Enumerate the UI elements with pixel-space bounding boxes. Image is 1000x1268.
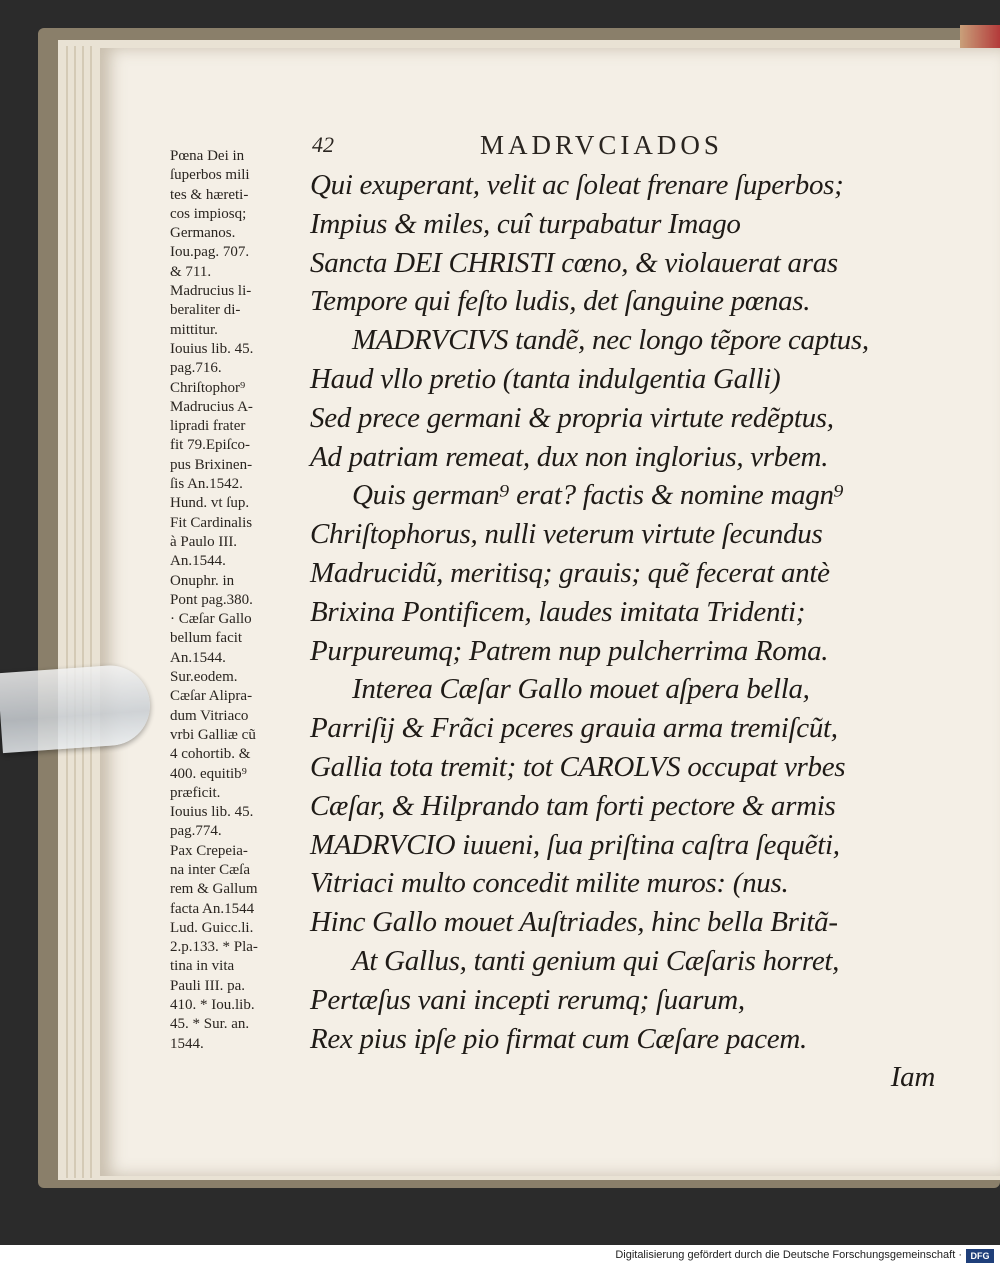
verse-line: Qui exuperant, velit ac ſoleat frenare ſuperbos; bbox=[310, 169, 844, 201]
verse-line: Ad patriam remeat, dux non inglorius, vrbem. bbox=[310, 440, 829, 473]
margin-note-line: pus Brixinen- bbox=[170, 456, 253, 473]
main-text bbox=[310, 166, 935, 1097]
margin-note-line: facta An.1544 bbox=[170, 900, 255, 917]
margin-note-line: Iouius lib. 45. bbox=[170, 804, 254, 821]
margin-note-line: An.1544. bbox=[170, 553, 226, 570]
margin-note-line: Pont pag.380. bbox=[170, 591, 253, 608]
dfg-logo: DFG bbox=[966, 1249, 994, 1263]
footer-bar bbox=[0, 1245, 1000, 1268]
page-number: 42 bbox=[312, 132, 334, 157]
margin-note-line: pag.716. bbox=[170, 360, 222, 377]
margin-note-line: lipradi frater bbox=[170, 418, 246, 435]
margin-note-line: & 711. bbox=[170, 263, 212, 280]
margin-note-line: ſuperbos mili bbox=[170, 167, 250, 184]
verse-line: Haud vllo pretio (tanta indulgentia Galli) bbox=[310, 362, 781, 395]
verse-line: Impius & miles, cuî turpabatur Imago bbox=[310, 207, 741, 240]
margin-note-line: 2.p.133. * Pla- bbox=[170, 939, 258, 956]
verse-line: Vitriaci multo concedit milite muros: (nus. bbox=[310, 867, 789, 900]
verse-line: Chriſtophorus, nulli veterum virtute ſecundus bbox=[310, 518, 823, 551]
page-edge bbox=[90, 46, 92, 1178]
page-header bbox=[312, 130, 932, 170]
verse-line: Gallia tota tremit; tot CAROLVS occupat vrbes bbox=[310, 750, 846, 783]
margin-note-line: · Cæſar Gallo bbox=[170, 611, 252, 628]
margin-note-line: rem & Gallum bbox=[170, 881, 258, 898]
page-clip bbox=[0, 663, 153, 753]
margin-note-line: cos impiosq; bbox=[170, 205, 247, 222]
page-edge bbox=[82, 46, 84, 1178]
margin-note-line: fit 79.Epiſco- bbox=[170, 437, 250, 454]
margin-note-line: 410. * Iou.lib. bbox=[170, 997, 255, 1014]
margin-note-line: Hund. vt ſup. bbox=[170, 495, 250, 512]
margin-note-line: præficit. bbox=[170, 784, 221, 801]
verse-line: Sed prece germani & propria virtute redẽptus, bbox=[310, 401, 834, 434]
verse-line: At Gallus, tanti genium qui Cæſaris horret, bbox=[352, 944, 840, 977]
margin-note-line: dum Vitriaco bbox=[170, 707, 249, 724]
margin-note-line: na inter Cæſa bbox=[170, 861, 250, 878]
verse-line: Cæſar, & Hilprando tam forti pectore & armis bbox=[310, 789, 836, 822]
verse-line: Purpureumq; Patrem nup pulcherrima Roma. bbox=[310, 634, 829, 667]
margin-note-line: Cæſar Alipra- bbox=[170, 688, 253, 705]
verse-line: Interea Cæſar Gallo mouet aſpera bella, bbox=[352, 673, 810, 706]
margin-note-line: Pauli III. pa. bbox=[170, 977, 245, 994]
margin-note-line: Pœna Dei in bbox=[170, 148, 245, 164]
margin-note-line: 400. equitib⁹ bbox=[170, 765, 247, 782]
margin-note-line: Pax Crepeia- bbox=[170, 842, 248, 859]
verse-line: Parriſij & Frãci pceres grauia arma tremiſcũt, bbox=[310, 712, 838, 745]
margin-note-line: ſis An.1542. bbox=[170, 476, 243, 493]
verse-line: Brixina Pontificem, laudes imitata Tridenti; bbox=[310, 595, 806, 628]
verse-line: Hinc Gallo mouet Auſtriades, hinc bella Britã- bbox=[310, 906, 838, 939]
verse-line: Tempore qui feſto ludis, det ſanguine pœnas. bbox=[310, 285, 811, 318]
verse-line: MADRVCIVS tandẽ, nec longo tẽpore captus, bbox=[352, 324, 869, 357]
margin-note-line: Iou.pag. 707. bbox=[170, 244, 250, 261]
margin-note-line: Germanos. bbox=[170, 225, 236, 242]
verse-line: Pertæſus vani incepti rerumq; ſuarum, bbox=[310, 983, 745, 1016]
margin-notes bbox=[170, 147, 310, 1054]
margin-note-line: vrbi Galliæ cũ bbox=[170, 726, 256, 743]
verse-line: Sancta DEI CHRISTI cœno, & violauerat aras bbox=[310, 246, 838, 279]
margin-note-line: Iouius lib. 45. bbox=[170, 340, 254, 357]
margin-note-line: tes & hæreti- bbox=[170, 186, 249, 203]
margin-note-line: Sur.eodem. bbox=[170, 669, 238, 686]
page-edge bbox=[74, 46, 76, 1178]
margin-note-line: beraliter di- bbox=[170, 302, 241, 319]
footer-credit: Digitalisierung gefördert durch die Deutsche Forschungsgemeinschaft · bbox=[615, 1249, 962, 1261]
margin-note-line: tina in vita bbox=[170, 958, 235, 975]
margin-note-line: Madrucius li- bbox=[170, 283, 252, 300]
margin-note-line: bellum facit bbox=[170, 630, 243, 647]
verse-line: Quis german⁹ erat? factis & nomine magn⁹ bbox=[352, 479, 844, 512]
margin-note-line: 1544. bbox=[170, 1035, 204, 1052]
margin-note-line: Madrucius A- bbox=[170, 398, 253, 415]
margin-note-line: Fit Cardinalis bbox=[170, 514, 253, 531]
margin-note-line: pag.774. bbox=[170, 823, 222, 840]
running-head: MADRVCIADOS bbox=[480, 130, 723, 160]
margin-note-line: Lud. Guicc.li. bbox=[170, 919, 254, 936]
verse-line: Madrucidũ, meritisq; grauis; quẽ fecerat antè bbox=[310, 556, 830, 589]
margin-note-line: 4 cohortib. & bbox=[170, 746, 251, 763]
margin-note-line: An.1544. bbox=[170, 649, 226, 666]
page-edge bbox=[66, 46, 68, 1178]
margin-note-line: Onuphr. in bbox=[170, 572, 235, 589]
margin-note-line: mittitur. bbox=[170, 321, 218, 338]
margin-note-line: à Paulo III. bbox=[170, 533, 238, 550]
verse-line: Iam bbox=[890, 1061, 935, 1094]
verse-line: MADRVCIO iuueni, ſua priſtina caſtra ſequẽti, bbox=[310, 828, 840, 861]
verse-line: Rex pius ipſe pio firmat cum Cæſare pacem. bbox=[310, 1022, 807, 1055]
margin-note-line: Chriſtophor⁹ bbox=[170, 379, 246, 396]
margin-note-line: 45. * Sur. an. bbox=[170, 1016, 250, 1033]
